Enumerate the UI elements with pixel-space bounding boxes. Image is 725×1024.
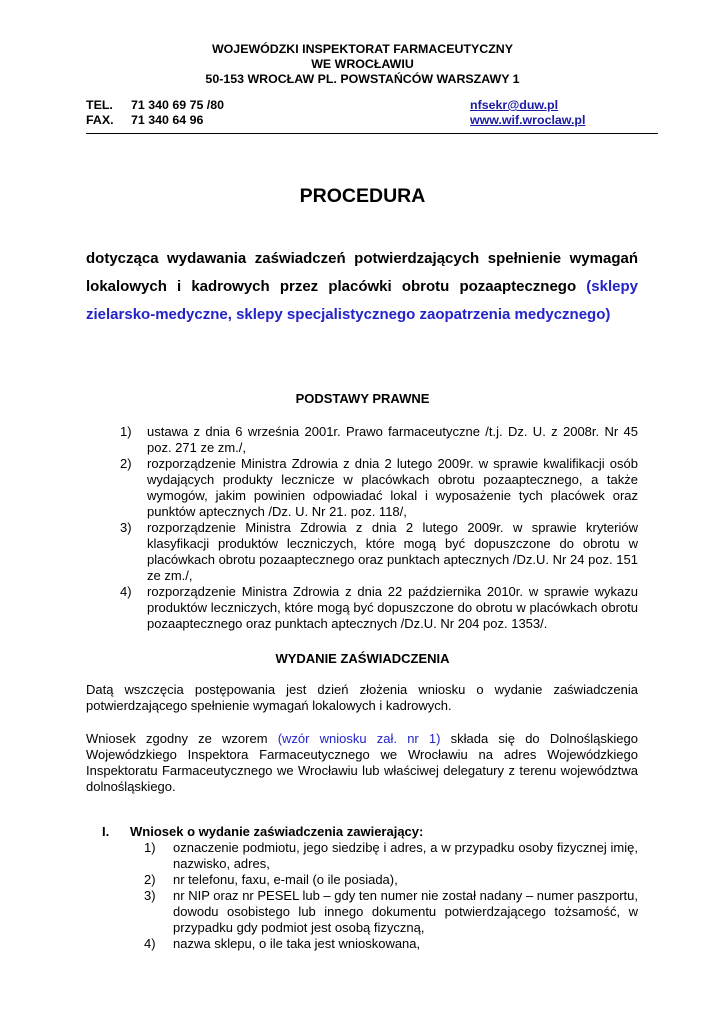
list-item bbox=[86, 456, 638, 520]
list-item-text: nr telefonu, faxu, e-mail (o ile posiada), bbox=[173, 872, 398, 887]
letterhead-line-1: WOJEWÓDZKI INSPEKTORAT FARMACEUTYCZNY bbox=[211, 42, 514, 56]
list-item-number: 3) bbox=[144, 888, 156, 903]
letterhead-line-2: WE WROCŁAWIU bbox=[311, 57, 414, 71]
list-item-text: oznaczenie podmiotu, jego siedzibę i adres, a w przypadku osoby fizycznej imię, nazwisko, adres, bbox=[173, 840, 638, 871]
issuance-heading: WYDANIE ZAŚWIADCZENIA bbox=[275, 651, 450, 666]
list-item bbox=[86, 872, 638, 888]
list-item bbox=[86, 888, 638, 936]
procedure-subject bbox=[86, 245, 638, 329]
contact-row-tel bbox=[86, 98, 658, 113]
website-link[interactable]: www.wif.wroclaw.pl bbox=[470, 113, 586, 127]
contact-block bbox=[86, 98, 658, 128]
list-item bbox=[86, 840, 638, 872]
list-item-text: rozporządzenie Ministra Zdrowia z dnia 2 lutego 2009r. w sprawie kryteriów klasyfikacji produktów leczniczych, które mogą być dopuszczone do obrotu w placówkach obrotu pozaaptecznego oraz punktach aptecznych /Dz.U. Nr 24 poz. 151 ze zm./, bbox=[147, 520, 638, 583]
list-item bbox=[86, 584, 638, 632]
list-item bbox=[86, 936, 638, 952]
list-item-number: 1) bbox=[144, 840, 156, 855]
list-item-text: rozporządzenie Ministra Zdrowia z dnia 2 lutego 2009r. w sprawie kwalifikacji osób wydających produkty lecznicze w placówkach obrotu pozaaptecznego, a także wymogów, jakim powinien odpowiadać lokal i wyposażenie tych placówek oraz punktów aptecznych /Dz. U. Nr 21. poz. 118/, bbox=[147, 456, 638, 519]
paragraph-2-before: Wniosek zgodny ze wzorem bbox=[86, 731, 278, 746]
list-item-text: nr NIP oraz nr PESEL lub – gdy ten numer nie został nadany – numer paszportu, dowodu osobistego lub innego dokumentu potwierdzającego tożsamość, w przypadku gdy podmiot jest osobą fizyczną, bbox=[173, 888, 638, 935]
fax-label: FAX. bbox=[86, 113, 114, 127]
list-item-number: 2) bbox=[144, 872, 156, 887]
application-contents-list bbox=[86, 840, 638, 952]
list-item-number: 4) bbox=[120, 584, 132, 599]
subject-highlight: (sklepy zielarsko-medyczne, sklepy specjalistycznego zaopatrzenia medycznego) bbox=[86, 278, 638, 323]
legal-basis-heading: PODSTAWY PRAWNE bbox=[295, 391, 430, 406]
legal-basis-list bbox=[86, 424, 638, 632]
header-divider bbox=[86, 133, 658, 134]
page-title: PROCEDURA bbox=[299, 185, 426, 207]
fax-value: 71 340 64 96 bbox=[131, 113, 204, 127]
issuance-paragraph-1: Datą wszczęcia postępowania jest dzień złożenia wniosku o wydanie zaświadczenia potwierdzającego spełnienie wymagań lokalowych i kadrowych. bbox=[86, 682, 638, 713]
contact-row-fax bbox=[86, 113, 658, 128]
list-item bbox=[86, 424, 638, 456]
list-item bbox=[86, 520, 638, 584]
issuance-paragraph-2 bbox=[86, 731, 638, 795]
subject-text: dotycząca wydawania zaświadczeń potwierdzających spełnienie wymagań lokalowych i kadrowych przez placówki obrotu pozaaptecznego bbox=[86, 250, 638, 295]
form-template-link[interactable]: (wzór wniosku zał. nr 1) bbox=[277, 731, 441, 746]
letterhead-line-3: 50-153 WROCŁAW PL. POWSTAŃCÓW WARSZAWY 1 bbox=[205, 72, 520, 86]
list-item-text: nazwa sklepu, o ile taka jest wnioskowana, bbox=[173, 936, 421, 951]
list-item-text: rozporządzenie Ministra Zdrowia z dnia 22 października 2010r. w sprawie wykazu produktów leczniczych, które mogą być dopuszczone do obrotu w placówkach obrotu pozaaptecznego oraz punktach aptecznych /Dz.U. Nr 204 poz. 1353/. bbox=[147, 584, 638, 631]
list-item-text: ustawa z dnia 6 września 2001r. Prawo farmaceutyczne /t.j. Dz. U. z 2008r. Nr 45 poz. 271 ze zm./, bbox=[147, 424, 638, 455]
list-item-number: 4) bbox=[144, 936, 156, 951]
list-item-number: 1) bbox=[120, 424, 132, 439]
tel-label: TEL. bbox=[86, 98, 113, 112]
paragraph-2-after: składa się do Dolnośląskiego Wojewódzkiego Inspektora Farmaceutycznego we Wrocławiu na adres Wojewódzkiego Inspektoratu Farmaceutycznego we Wrocławiu lub właściwej delegatury z terenu województwa dolnośląskiego. bbox=[86, 731, 638, 794]
list-item-number: 2) bbox=[120, 456, 132, 471]
email-link[interactable]: nfsekr@duw.pl bbox=[470, 98, 559, 112]
tel-value: 71 340 69 75 /80 bbox=[131, 98, 225, 112]
application-heading-text: Wniosek o wydanie zaświadczenia zawierający: bbox=[130, 824, 424, 839]
list-item-number: 3) bbox=[120, 520, 132, 535]
letterhead bbox=[0, 42, 725, 87]
application-roman-numeral: I. bbox=[102, 824, 110, 839]
